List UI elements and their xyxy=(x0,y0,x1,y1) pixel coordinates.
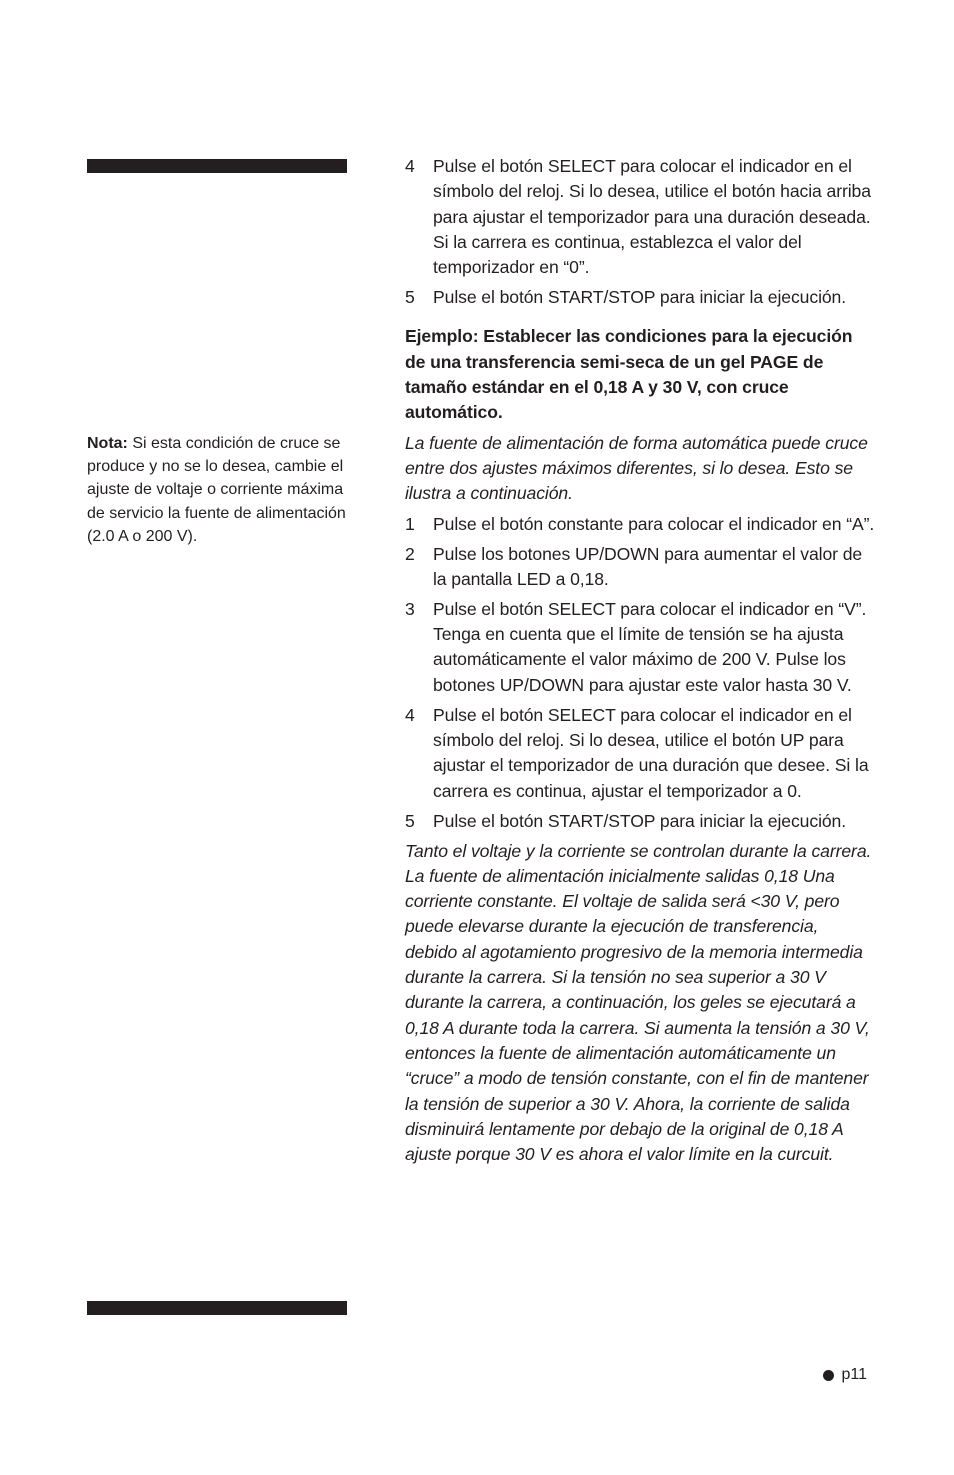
page-footer xyxy=(823,1366,867,1384)
main-column xyxy=(405,154,875,1172)
step-number: 1 xyxy=(405,513,415,534)
step-number: 2 xyxy=(405,543,415,564)
step-text: Pulse el botón SELECT para colocar el indicador en el símbolo del reloj. Si lo desea, utilice el botón UP para ajustar el temporizador de una duración que desee. Si la carrera es continua, ajustar el temporizador a 0. xyxy=(433,704,869,801)
step-text: Pulse el botón SELECT para colocar el indicador en el símbolo del reloj. Si lo desea, utilice el botón hacia arriba para ajustar el temporizador para una duración deseada. Si la carrera es continua, establezca el valor del temporizador en “0”. xyxy=(433,156,871,278)
list-item xyxy=(405,597,875,698)
step-text: Pulse el botón START/STOP para iniciar la ejecución. xyxy=(433,810,847,831)
list-item xyxy=(405,154,875,280)
intro-paragraph: La fuente de alimentación de forma automática puede cruce entre dos ajustes máximos diferentes, si lo desea. Esto se ilustra a continuación. xyxy=(405,432,868,504)
step-number: 5 xyxy=(405,810,415,831)
bullet-icon xyxy=(823,1370,834,1381)
side-note xyxy=(87,432,352,548)
step-text: Pulse el botón constante para colocar el indicador en “A”. xyxy=(433,513,875,534)
list-item xyxy=(405,285,875,310)
step-number: 4 xyxy=(405,156,415,176)
note-text: Si esta condición de cruce se produce y no se lo desea, cambie el ajuste de voltaje o corriente máxima de servicio la fuente de alimentación (2.0 A o 200 V). xyxy=(87,435,346,545)
step-number: 4 xyxy=(405,704,415,725)
sidebar-rule-bottom xyxy=(87,1301,347,1315)
closing-paragraph: Tanto el voltaje y la corriente se controlan durante la carrera. La fuente de alimentación inicialmente salidas 0,18 Una corriente constante. El voltaje de salida será <30 V, pero puede elevarse durante la ejecución de transferencia, debido al agotamiento progresivo de la memoria intermedia durante la carrera. Si la tensión no sea superior a 30 V durante la carrera, a continuación, los geles se ejecutará a 0,18 A durante toda la carrera. Si aumenta la tensión a 30 V, entonces la fuente de alimentación automáticamente un “cruce” a modo de tensión constante, con el fin de mantener la tensión de superior a 30 V. Ahora, la corriente de salida disminuirá lentamente por debajo de la original de 0,18 A ajuste porque 30 V es ahora el valor límite en la curcuit. xyxy=(405,840,872,1165)
page-number: p11 xyxy=(841,1366,867,1383)
list-item xyxy=(405,512,875,537)
example-heading: Ejemplo: Establecer las condiciones para la ejecución de una transferencia semi-seca de un gel PAGE de tamaño estándar en el 0,18 A y 30 V, con cruce automático. xyxy=(405,326,853,423)
list-item xyxy=(405,809,875,834)
step-number: 3 xyxy=(405,598,415,619)
step-text: Pulse el botón START/STOP para iniciar la ejecución. xyxy=(433,287,847,308)
step-text: Pulse el botón SELECT para colocar el indicador en “V”. Tenga en cuenta que el límite de tensión se ha ajusta automáticamente el valor máximo de 200 V. Pulse los botones UP/DOWN para ajustar este valor hasta 30 V. xyxy=(433,598,867,695)
sidebar-rule-top xyxy=(87,159,347,173)
list-item xyxy=(405,542,875,593)
note-label: Nota: xyxy=(87,435,128,452)
step-text: Pulse los botones UP/DOWN para aumentar el valor de la pantalla LED a 0,18. xyxy=(433,543,863,589)
step-number: 5 xyxy=(405,287,415,308)
list-item xyxy=(405,703,875,804)
